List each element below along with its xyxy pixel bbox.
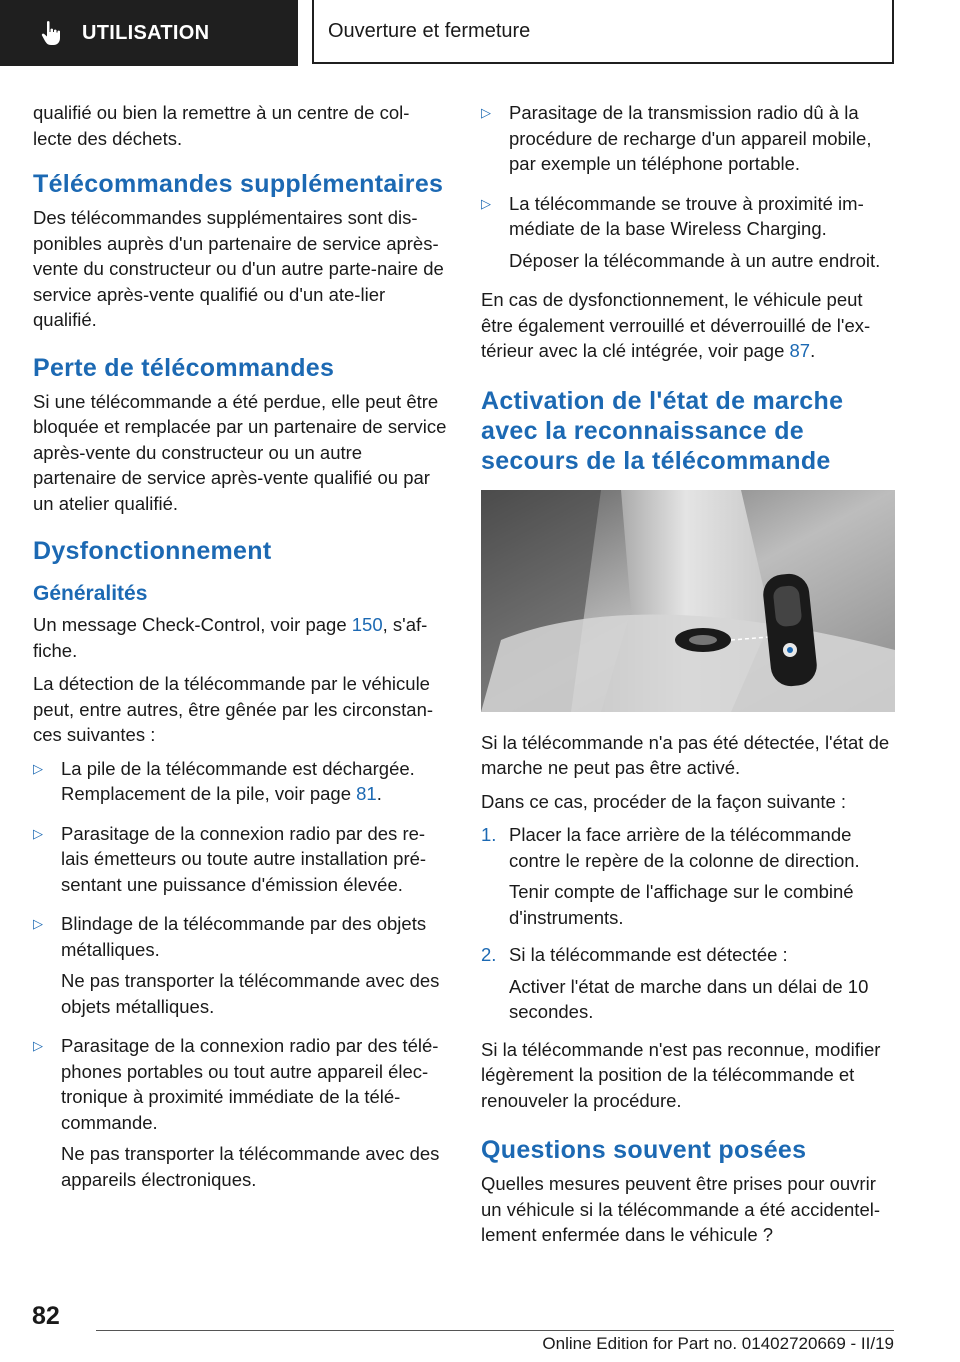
step-subtext: Tenir compte de l'affichage sur le combiné d'instruments. (509, 881, 854, 928)
list-item (481, 100, 895, 183)
key-fob-steering-column-image (481, 490, 895, 712)
chapter-tab[interactable] (312, 0, 894, 64)
edition-note: Online Edition for Part no. 01402720669 - II/19 (542, 1334, 894, 1353)
step-number: 2. (481, 944, 497, 965)
bullet-subtext: Ne pas transporter la télécommande avec des appareils électroniques. (61, 1143, 440, 1190)
heading-dysfonctionnement: Dysfonctionnement (33, 537, 272, 565)
left-column (33, 100, 447, 1206)
step-subtext: Activer l'état de marche dans un délai de 10 secondes. (509, 975, 869, 1022)
list-item (481, 191, 895, 280)
chapter-label: Ouverture et fermeture (328, 19, 531, 42)
page-link-87[interactable]: 87 (789, 340, 811, 361)
page-header (0, 0, 960, 66)
bullet-text: La télécommande se trouve à proximité im‐médiate de la base Wireless Charging. (509, 192, 864, 239)
heading-generalites: Généralités (33, 582, 148, 605)
right-column (481, 100, 895, 1256)
heading-questions: Questions souvent posées (481, 1136, 807, 1164)
bullet-subtext-b: . (376, 783, 382, 804)
triangle-bullet-icon: ▷ (33, 825, 43, 841)
triangle-bullet-icon: ▷ (33, 916, 43, 931)
triangle-bullet-icon: ▷ (33, 760, 43, 776)
bullet-subtext: Ne pas transporter la télécommande avec des objets métalliques. (61, 970, 440, 1017)
list-item (33, 911, 447, 1025)
intro-paragraph: qualifié ou bien la remettre à un centre de col‐lecte des déchets. (33, 102, 410, 149)
bullet-text: Blindage de la télécommande par des objets métalliques. (61, 913, 427, 960)
triangle-bullet-icon: ▷ (33, 1038, 43, 1053)
generalites-text-end: , s'af‐fiche. (33, 614, 428, 661)
list-item (33, 1033, 447, 1198)
paragraph-non-detectee: Si la télécommande n'a pas été détectée, l'état de marche ne peut pas être activé. (481, 731, 890, 778)
bullet-subtext (61, 781, 447, 807)
paragraph-generalites (33, 612, 447, 663)
step-text: Placer la face arrière de la télécommande contre le repère de la colonne de direction. (509, 824, 860, 871)
hand-pointer-icon (38, 19, 66, 47)
paragraph-dans-ce-cas: Dans ce cas, procéder de la façon suivante : (481, 790, 847, 812)
bullet-text: Parasitage de la connexion radio par des télé‐phones portables ou tout autre appareil élec‐tronique à proximité immédiate de la télé‐commande. (61, 1035, 439, 1133)
section-label: UTILISATION (82, 21, 210, 44)
bullet-text: La pile de la télécommande est déchargée. (61, 757, 415, 779)
step-number: 1. (481, 824, 497, 845)
paragraph-perte: Si une télécommande a été perdue, elle peut être bloquée et remplacée par un partenaire de service après-vente du constructeur ou un autre partenaire de service après-vente qualifié ou par un atelier qualifié. (33, 390, 447, 514)
paragraph-detection: La détection de la télécommande par le véhicule peut, entre autres, être gênée par les circonstan‐ces suivantes : (33, 673, 434, 745)
paragraph-non-reconnue: Si la télécommande n'est pas reconnue, modifier légèrement la position de la télécommande et renouveler la procédure. (481, 1038, 881, 1111)
heading-perte: Perte de télécommandes (33, 353, 335, 382)
secours-text: En cas de dysfonctionnement, le véhicule peut être également verrouillé et déverrouillé de l'ex‐térieur avec la clé intégrée, voir page (481, 289, 871, 361)
triangle-bullet-icon: ▷ (481, 195, 491, 211)
heading-activation: Activation de l'état de marche avec la reconnaissance de secours de la télécommande (481, 386, 844, 475)
page-link-150[interactable]: 150 (351, 614, 383, 635)
page-number: 82 (32, 1302, 60, 1330)
bullet-subtext-a: Remplacement de la pile, voir page (61, 783, 357, 804)
bullet-text: Parasitage de la transmission radio dû à la procédure de recharge d'un appareil mobile, par exemple un téléphone portable. (509, 102, 872, 174)
list-item (481, 942, 895, 1031)
heading-telecommandes: Télécommandes supplémentaires (33, 170, 444, 198)
bullet-text: Parasitage de la connexion radio par des re‐lais émetteurs ou toute autre installation pré‐sentant une puissance d'émission élevée. (61, 822, 427, 895)
section-tab[interactable] (0, 0, 298, 66)
bullet-subtext: Déposer la télécommande à un autre endroit. (509, 249, 881, 271)
paragraph-secours (481, 287, 895, 364)
list-item (481, 822, 895, 936)
list-item (33, 756, 447, 813)
secours-text-end: . (810, 340, 816, 361)
page-link-81[interactable]: 81 (356, 783, 377, 804)
generalites-text: Un message Check-Control, voir page (33, 614, 352, 635)
footer-divider (96, 1330, 894, 1331)
paragraph-questions: Quelles mesures peuvent être prises pour ouvrir un véhicule si la télécommande a été accidentel‐lement enfermée dans le véhicule ? (481, 1173, 881, 1245)
list-item (33, 821, 447, 904)
step-text: Si la télécommande est détectée : (509, 944, 788, 965)
triangle-bullet-icon: ▷ (481, 105, 491, 120)
paragraph-telecommandes: Des télécommandes supplémentaires sont dis‐ponibles auprès d'un partenaire de service après-vente du constructeur ou d'un autre parte‐naire de service après-vente qualifié ou d'un ate‐lier qualifié. (33, 207, 444, 330)
